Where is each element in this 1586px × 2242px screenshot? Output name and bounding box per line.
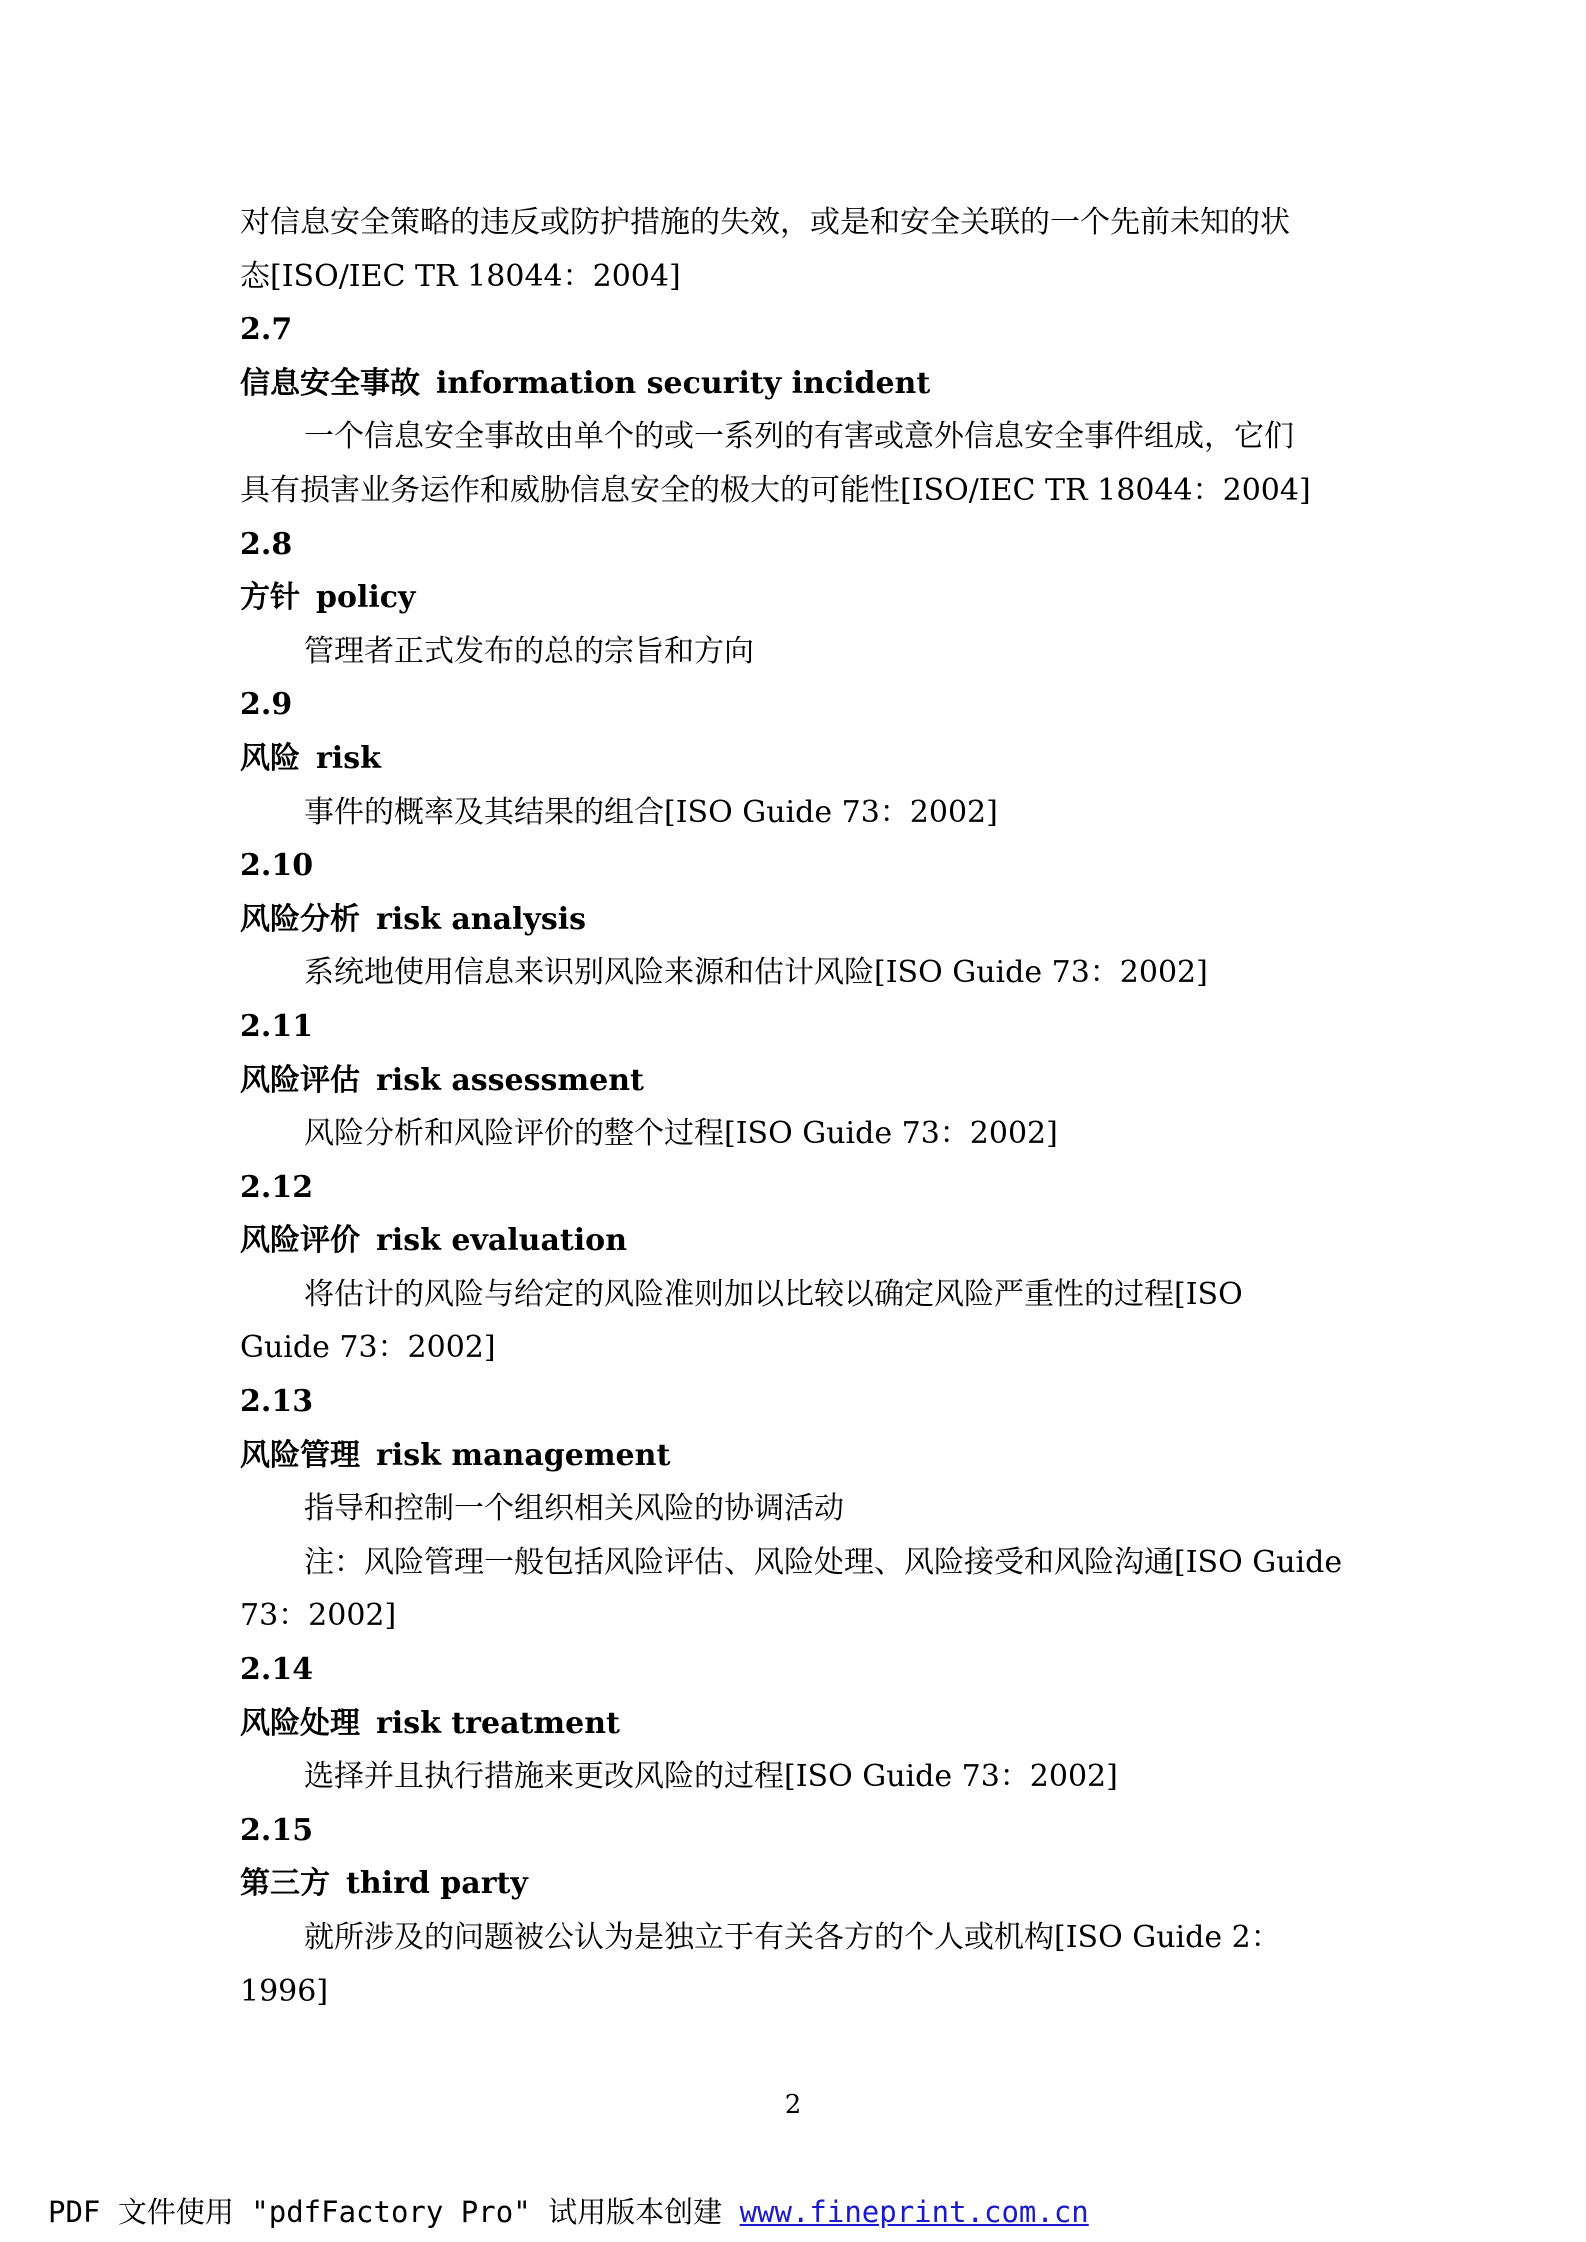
page-number: 2 [784,2090,802,2120]
term-en: information security incident [436,365,931,401]
term-number: 2.8 [240,526,293,562]
term-number: 2.14 [240,1652,314,1688]
term-en: risk management [376,1437,671,1473]
term-en: third party [346,1866,528,1902]
term-definition: 将估计的风险与给定的风险准则加以比较以确定风险严重性的过程[ISO [304,1276,1243,1312]
term-en: risk treatment [376,1705,620,1741]
term-number: 2.11 [240,1008,314,1044]
term-en: risk assessment [376,1062,644,1098]
term-zh: 风险评估 [240,1062,360,1098]
term-heading [240,357,1360,411]
term-definition: 系统地使用信息来识别风险来源和估计风险[ISO Guide 73：2002] [304,955,1208,991]
term-definition: 指导和控制一个组织相关风险的协调活动 [304,1491,844,1527]
term-en: risk [316,740,381,776]
term-heading [240,1697,1360,1751]
term-number: 2.12 [240,1169,314,1205]
term-definition: 一个信息安全事故由单个的或一系列的有害或意外信息安全事件组成，它们 [304,419,1294,455]
term-zh: 风险分析 [240,901,360,937]
term-heading [240,1429,1360,1483]
term-en: risk evaluation [376,1223,628,1259]
term-en: risk analysis [376,901,587,937]
term-heading [240,571,1360,625]
term-note: 注：风险管理一般包括风险评估、风险处理、风险接受和风险沟通[ISO Guide [304,1544,1343,1580]
term-number: 2.15 [240,1812,314,1848]
term-heading [240,732,1360,786]
term-number: 2.7 [240,312,293,348]
intro-line-2: 态[ISO/IEC TR 18044：2004] [240,258,681,294]
term-zh: 信息安全事故 [240,365,420,401]
document-body [240,196,1360,2018]
term-number: 2.13 [240,1384,314,1420]
term-zh: 风险管理 [240,1437,360,1473]
term-number: 2.10 [240,848,314,884]
footer-link[interactable]: www.fineprint.com.cn [739,2195,1089,2229]
term-definition: 选择并且执行措施来更改风险的过程[ISO Guide 73：2002] [304,1759,1118,1795]
term-zh: 风险评价 [240,1223,360,1259]
term-zh: 风险 [240,740,300,776]
term-zh: 方针 [240,580,300,616]
pdf-footer [48,2190,1089,2231]
term-definition: 管理者正式发布的总的宗旨和方向 [304,633,754,669]
term-definition: 风险分析和风险评价的整个过程[ISO Guide 73：2002] [304,1116,1058,1152]
term-note-cont: 73：2002] [240,1598,397,1634]
term-heading [240,1857,1360,1911]
term-zh: 第三方 [240,1866,330,1902]
term-heading [240,1214,1360,1268]
term-definition-cont: 具有损害业务运作和威胁信息安全的极大的可能性[ISO/IEC TR 18044：2004] [240,472,1311,508]
intro-line-1: 对信息安全策略的违反或防护措施的失效，或是和安全关联的一个先前未知的状 [240,205,1290,240]
term-heading [240,1054,1360,1108]
term-zh: 风险处理 [240,1705,360,1741]
term-definition-cont: Guide 73：2002] [240,1330,496,1366]
term-heading [240,893,1360,947]
term-definition: 事件的概率及其结果的组合[ISO Guide 73：2002] [304,794,998,830]
term-en: policy [316,580,416,616]
term-definition-cont: 1996] [240,1973,329,2009]
footer-text: PDF 文件使用 "pdfFactory Pro" 试用版本创建 [48,2195,740,2229]
term-definition: 就所涉及的问题被公认为是独立于有关各方的个人或机构[ISO Guide 2： [304,1920,1281,1955]
term-number: 2.9 [240,687,293,723]
